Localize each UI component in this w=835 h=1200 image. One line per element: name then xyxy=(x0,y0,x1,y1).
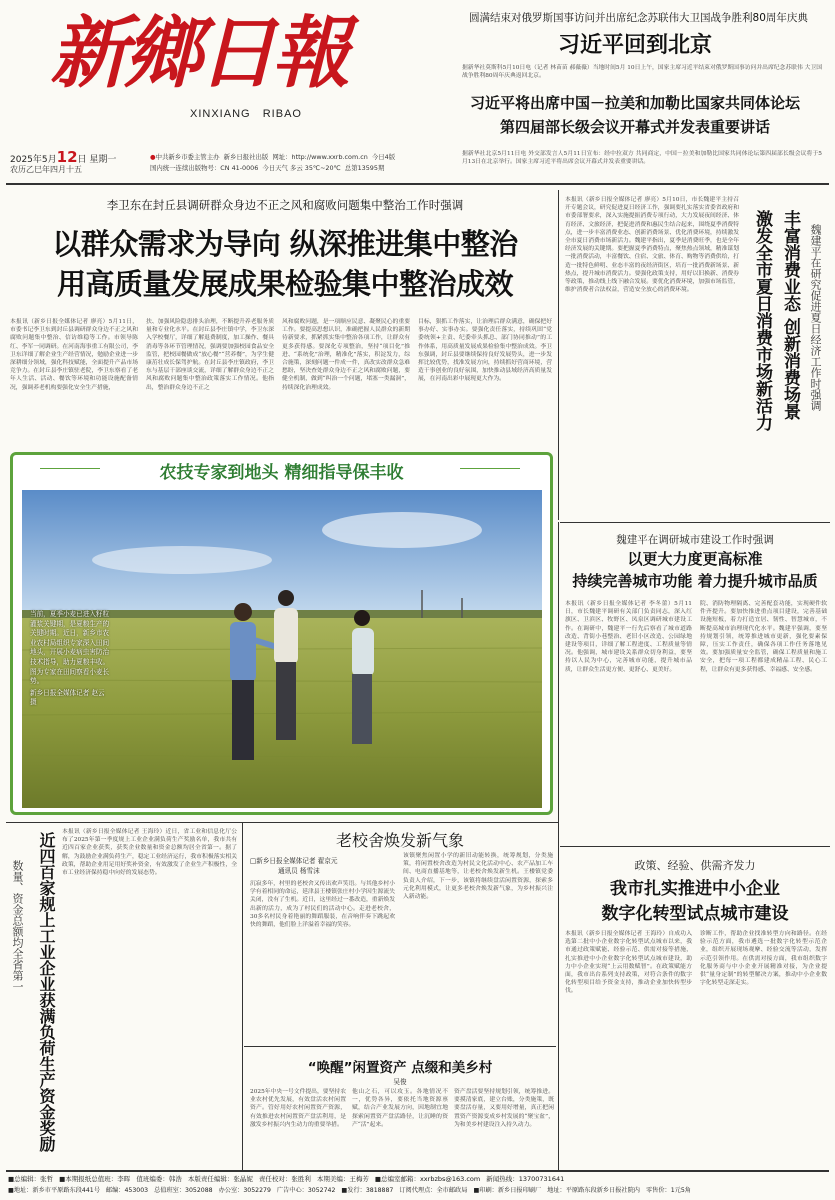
masthead xyxy=(0,0,440,180)
person-right xyxy=(352,610,374,744)
top-headline-3: 习近平将出席中国－拉美和加勒比国家共同体论坛 xyxy=(469,94,800,112)
lunar-date: 农历乙巳年四月十五 xyxy=(10,165,82,174)
top-headline-2: 习近平回到北京 xyxy=(557,33,712,58)
sme-body-col-1: 本报讯（新乡日报全媒体记者 王海玲）自成功入选第二批中小企业数字化转型试点城市以来，我市通过政策赋能、经验示范、供需对接等措施，扎实推进中小企业数字化转型试点城市建设，助力中小企业实现“上云用数赋智”。在政策赋能方面，我市出台系列支持政策，对符合条件的数字化转型项目给予资金支持，推动企业加快转型步伐。 xyxy=(565,931,692,995)
lead-title-2: 用高质量发展成果检验集中整治成效 xyxy=(56,267,513,301)
footer-rule xyxy=(6,1170,829,1172)
top-news xyxy=(440,0,830,180)
urban-body-col-2: 院、消防物理隔离、完善配套功能，实现硬件软件齐提升。要加快推进重点项目建设，完善基础设施短板，着力打造宜居、韧性、智慧城市，不断提高城市治理现代化水平。魏建平强调，要坚持规划引领，统筹推进城市更新，强化要素保障，压实工作责任，确保各项工作任务落地见效。要加强质量安全监管，确保工程质量和施工安全，把每一项工程都建成精品工程、民心工程，让群众有更多获得感、幸福感、安全感。 xyxy=(700,601,827,673)
sme-top-rule xyxy=(560,846,830,847)
footer-line-2: ■地址：新乡市平原路东段441号 邮编：453003 总值班室：3052088 办公室：3052279 广告中心：3052742 ■发行：3818887 订阅代理点：全市邮政局 ■印刷：新乡日报印刷厂 地址：平原路东段新乡日报社院内 零售价：1元5角 xyxy=(8,1187,691,1194)
lead-title-1: 以群众需求为导向 纵深推进集中整治 xyxy=(52,227,518,261)
village-body-col-3: 资产盘活要坚持规划引领，统筹推进。要摸清家底，建立台账，分类施策，既要盘活存量，又要用好增量，真正把闲置资产资源变成乡村发展的“聚宝盆”，为和美乡村建设注入持久动力。 xyxy=(454,1089,554,1128)
top-snippet-row-1: 据新华社莫斯科5月10日电（记者 林苗苗 郝薇薇）当地时间5月 10日上午，国家主席习近平结束对俄罗斯国事访问并出席纪念苏联伟 大卫国战争胜利80周年庆典返回北京。 xyxy=(462,65,822,80)
lead-body-col-1: 本报讯（新乡日报全媒体记者 廖亮）5月11日，市委书记李卫东到封丘县调研群众身边不正之风和腐败问题集中整治、信访维稳等工作。市领导陈红、李军一同调研。在河南海事重工有限公司，李卫东详细了解企业生产经营情况，勉励企业进一步深耕细分领域，强化科技赋能，全面提升产品市场竞争力。在封丘县李庄镇驻老院，李卫东察看了老年人生活、活动、餐饮等环境和功能设施配备情况，强调养老机构要强化安全生产措施， xyxy=(10,319,138,391)
top-snippet-row-2: 据新华社北京5月11日电 外交部发言人5月11日宣布：经中拉双方 共同商定，中国－拉美和加勒比国家共同体论坛第四届部长级会议将于5 月13日在北京举行。国家主席习近平将出席会议开幕式并发表重要讲话。 xyxy=(462,151,822,166)
masthead-info: ●中共新乡市委主管主办 新乡日报社出版 网址：http://www.xxrb.com.cn 今日4版 国内统一连续出版物号：CN 41-0006 今日天气 多云 35℃~20℃ 总第13595期 xyxy=(150,153,396,172)
sme-title-2: 数字化转型试点城市建设 xyxy=(601,904,789,924)
lead-kicker: 李卫东在封丘县调研群众身边不正之风和腐败问题集中整治工作时强调 xyxy=(106,198,464,212)
lead-body-col-2: 扶、加强风险隐患排头治理，不断提升养老服务质量和专业化水平。在封丘县李庄镇中学，李卫东深入学校餐厅，详细了解退费制度，加工操作、餐具消毒等各环节管理情况，强调要加强校园食品安全监管，把校园餐做成“放心餐”“营养餐”，为学生健康茁壮成长保驾护航。在封丘县李庄镇政府，李卫东与基层干部座谈交流，详细了解群众身边不正之风和腐败问题集中整治政策落实工作情况。他指出，整治群众身边不正之 xyxy=(146,319,274,391)
village-body-col-2: 他山之石，可以攻玉。各地情况不一，优势各异，要依托当地资源禀赋，结合产业发展方向，因地制宜地探索闲置资产盘活路径，让沉睡的资产“活”起来。 xyxy=(352,1089,448,1128)
issue-date: 2025年5月12日 星期一 xyxy=(10,148,117,166)
school-left-divider xyxy=(242,822,243,1170)
lead-body-col-3: 风和腐败问题，是一项顺应民意、凝聚民心的重要工作。要提高思想认识，准确把握人民群众的新期待新要求，抓紧抓实集中整治各项工作，让群众有更多获得感。要深化专项整治，坚持“项目化”推进、“系统化”治理，精准化”落实，积淀发力，综合施策，深刻问题一件成一件，真改实改群众急难愁盼，坚决查处群众身边不正之风和腐败问题，要健全机制，做到“纠治一个问题，堵塞一类漏洞”，持续深化治理成效。 xyxy=(282,319,410,391)
newspaper-logo: 新鄉日報 xyxy=(50,8,347,99)
top-headline-1: 圆满结束对俄罗斯国事访问并出席纪念苏联伟大卫国战争胜利80周年庆典 xyxy=(469,12,808,24)
photo-title-rule-right xyxy=(460,468,520,469)
lead-body-col-4: 目标，狠抓工作落实，让治理后群众满意，确保把好事办好、实事办实。要强化责任落实，持续巩固“党委统领+主责、纪委牵头抓总、部门协同推动”的工作体系，用高质量发展成果检验集中整治成效。李卫东强调，封丘县要继续保持良好发展势头，进一步发挥比较优势，找准发展方向，持续抓好营商环境，营造干事创业的良好氛围，加快推动县域经济高质量发展，在河南出彩中展现更大作为。 xyxy=(418,319,552,383)
consumption-body: 本报讯（新乡日报全媒体记者 廖亮）5月10日，市长魏建平主持召开专题会议，研究促进夏日经济工作，强调要扎实落实省委省政府和市委部署要求，深入实施提振消费专项行动，大力发展夜间经济、体育经济、文旅经济，把促进消费和惠民生结合起来，围绕夏季消费特点，进一步丰富消费业态、创新消费场景、优化消费环境，持续激发全市夏日消费市场新活力。魏建平指出，夏季是消费旺季，也是全年经济发展的关键期。要把握夏季消费特点，聚焦热点领域，精准谋划一批消费活动，丰富餐饮、住宿、文旅、体育、购物等消费供给，打造一批特色鲜明、业态丰富的夜经济街区，培育一批消费新场景、新热点，提升城市消费活力。要强化政策支持，用好以旧换新、消费券等政策，推动线上线下融合发展。要优化消费环境，加强市场监管，维护消费者合法权益，营造安全放心的消费环境。 xyxy=(565,197,739,294)
urban-body-col-1: 本报讯（新乡日报全媒体记者 李冬蕾）5月11日，市长魏建平调研有关部门负责同志，深入红旗区、卫滨区、牧野区、凤泉区调研城市建设工作。在调研中，魏建平一行先后察看了城市道路改造、背街小巷整治、老旧小区改造、公园绿地建设等项目，详细了解工程进度、工程质量等情况。他强调，城市建设关系群众切身利益，要坚持以人民为中心，完善城市功能，提升城市品质，让群众生活更方便、更舒心、更美好。 xyxy=(565,601,692,673)
photo-title-rule xyxy=(40,468,100,469)
school-byline-1: □新乡日报全媒体记者 翟京元 xyxy=(250,857,338,865)
enterprise-subtitle: 数量、资金总额均全省第一 xyxy=(11,860,24,992)
consumption-title-2: 激发全市夏日消费市场新活力 xyxy=(752,210,772,431)
photo-title: 农技专家到地头 精细指导保丰收 xyxy=(159,463,404,483)
right-col-divider xyxy=(558,190,559,520)
sme-title-1: 我市扎实推进中小企业 xyxy=(610,879,780,899)
top-headline-4: 第四届部长级会议开幕式并发表重要讲话 xyxy=(499,118,770,136)
newspaper-pinyin: XINXIANG RIBAO xyxy=(190,108,302,120)
village-body-col-1: 2025年中央一号文件提出，要坚持农业农村优先发展，有效盘活农村闲置资产。管好用好农村闲置资产资源，有效推进农村闲置资产盘活利用，是激发乡村振兴内生动力的重要举措。 xyxy=(250,1089,346,1128)
enterprise-body: 本报讯（新乡日报全媒体记者 王海玲）近日，省工业和信息化厅公布了2025年第一季度规上工业企业满负荷生产奖励名单，我市共有近四百家企业获奖，获奖企业数量和资金总额均居全省第一。据了解，为鼓励企业满负荷生产，稳定工业经济运行，我市积极落实相关政策，帮助企业用足用好奖补资金，有效激发了企业生产积极性，全市工业经济保持稳中向好的发展态势。 xyxy=(62,829,237,877)
sme-kicker: 政策、经验、供需齐发力 xyxy=(634,859,756,872)
person-middle xyxy=(274,590,298,740)
urban-kicker: 魏建平在调研城市建设工作时强调 xyxy=(616,534,774,546)
urban-title-2: 持续完善城市功能 着力提升城市品质 xyxy=(572,572,818,590)
enterprise-title: 近四百家规上工业企业获满负荷生产资金奖励 xyxy=(37,832,56,1152)
urban-top-rule xyxy=(560,522,830,523)
school-body-col-2: 该镇聚焦闲置小学的新旧动能转换，统筹规划，分类施策，将闲置校舍改造为村民文化活动中心、农产品加工车间、电商直播基地等，让老校舍焕发新生机。王楼镇党委负责人介绍，下一步，该镇将继续盘活闲置资源，探索多元化利用模式，让更多老校舍焕发新气象，为乡村振兴注入新动能。 xyxy=(403,853,553,901)
consumption-kicker: 魏建平在研究促进夏日经济工作时强调 xyxy=(809,224,822,411)
village-title: “唤醒”闲置资产 点缀和美乡村 xyxy=(307,1060,493,1076)
photo-caption: 当前，夏季小麦已进入籽粒灌浆关键期，是夏粮生产的关键时期。近日，新乡市农业农村局组织专家深入田间地头，开展小麦病虫害防治技术指导，助力夏粮丰收。图为专家在田间察看小麦长势。 新乡日报全媒体记者 赵云 摄 xyxy=(30,610,110,707)
date-day: 12 xyxy=(56,148,78,166)
sme-body-col-2: 诊断工作，帮助企业找准转型方向和路径。在经验示范方面，我市遴选一批数字化转型示范企业，组织开展现场观摩、经验交流等活动，发挥示范引领作用。在供需对接方面，我市组织数字化服务商与中小企业开展精准对接，为企业提供“量身定制”的转型解决方案，推动中小企业数字化转型走深走实。 xyxy=(700,931,827,987)
school-body-col-1: 沉寂多年，村里的老校舍又传出欢声笑语。与其他乡村小学有着相同的命运，延津县王楼镇张庄村小学因生源流失关闭，没有了生机。近日，这里经过一番改造，重新焕发出新的活力，成为了村民们的活动中心。走进老校舍，30多名村民身着艳丽的舞蹈服装，在音响伴奏下跳起欢快的舞蹈，他们脸上洋溢着幸福的笑容。 xyxy=(250,881,395,929)
masthead-divider xyxy=(6,183,829,185)
urban-title-1: 以更大力度更高标准 xyxy=(627,550,763,568)
lower-section-rule xyxy=(6,822,558,823)
school-byline-2: 通讯员 杨雪沫 xyxy=(278,867,320,875)
village-author: 吴俊 xyxy=(393,1078,407,1086)
consumption-title-1: 丰富消费业态 创新消费场景 xyxy=(780,210,800,420)
village-top-rule xyxy=(244,1046,556,1047)
location-icon: ● xyxy=(150,153,156,161)
footer-line-1: ■总编辑：张哲 ■本期报纸总值班：李晖 值班编委：韩浩 本版责任编辑：张晶妮 责任校对：张胜利 本期美编：王梅芳 ■总编室邮箱：xxrbzbs@163.com 新闻热线：13700731641 xyxy=(8,1175,565,1183)
bottom-right-divider xyxy=(558,522,559,1170)
school-title: 老校舍焕发新气象 xyxy=(335,831,464,850)
